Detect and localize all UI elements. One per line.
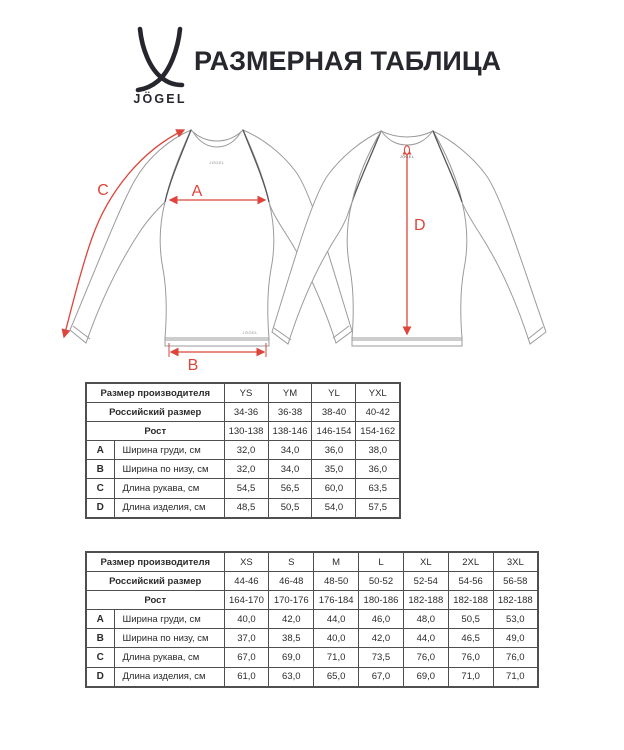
measurement-diagram (0, 112, 624, 380)
measure-value-cell: 42,0 (269, 610, 314, 629)
measure-name-cell: Длина рукава, см (114, 648, 224, 667)
front-chest-logo-text: JÖGEL (209, 160, 225, 165)
header-row (86, 422, 400, 441)
measure-value-cell: 49,0 (493, 629, 538, 648)
size-value-cell: 3XL (493, 552, 538, 572)
size-value-cell: 2XL (448, 552, 493, 572)
measure-value-cell: 46,0 (359, 610, 404, 629)
measure-value-cell: 50,5 (448, 610, 493, 629)
sleeve-length-label: C (97, 182, 109, 199)
measure-value-cell: 71,0 (493, 667, 538, 687)
measure-letter-cell: B (86, 629, 114, 648)
measure-value-cell: 32,0 (224, 441, 268, 460)
size-value-cell: 182-188 (403, 591, 448, 610)
size-value-cell: 36-38 (268, 403, 312, 422)
size-value-cell: 180-186 (359, 591, 404, 610)
size-value-cell: YS (224, 383, 268, 403)
header-label-cell: Российский размер (86, 403, 224, 422)
measure-letter-cell: C (86, 648, 114, 667)
measure-value-cell: 46,5 (448, 629, 493, 648)
measure-value-cell: 38,0 (356, 441, 400, 460)
size-value-cell: 52-54 (403, 572, 448, 591)
measure-letter-cell: B (86, 460, 114, 479)
back-collar-logo-text: JÖGEL (399, 155, 415, 159)
header-label-cell: Размер производителя (86, 552, 224, 572)
size-value-cell: YXL (356, 383, 400, 403)
measure-value-cell: 56,5 (268, 479, 312, 498)
measure-value-cell: 42,0 (359, 629, 404, 648)
measure-value-cell: 63,0 (269, 667, 314, 687)
measure-name-cell: Длина рукава, см (114, 479, 224, 498)
brand-wordmark: JÖGEL (133, 92, 187, 106)
measure-value-cell: 67,0 (224, 648, 269, 667)
measure-value-cell: 40,0 (314, 629, 359, 648)
measure-value-cell: 38,5 (269, 629, 314, 648)
size-value-cell: M (314, 552, 359, 572)
measure-value-cell: 44,0 (314, 610, 359, 629)
size-value-cell: 46-48 (269, 572, 314, 591)
size-value-cell: L (359, 552, 404, 572)
measure-value-cell: 35,0 (312, 460, 356, 479)
header-row (86, 383, 400, 403)
measure-name-cell: Ширина по низу, см (114, 460, 224, 479)
measure-row (86, 629, 538, 648)
measure-value-cell: 76,0 (403, 648, 448, 667)
measure-value-cell: 36,0 (312, 441, 356, 460)
measure-name-cell: Ширина груди, см (114, 441, 224, 460)
measure-value-cell: 61,0 (224, 667, 269, 687)
measure-value-cell: 34,0 (268, 441, 312, 460)
measure-value-cell: 71,0 (448, 667, 493, 687)
size-value-cell: YL (312, 383, 356, 403)
measure-value-cell: 69,0 (403, 667, 448, 687)
measure-row (86, 667, 538, 687)
measure-row (86, 610, 538, 629)
measure-value-cell: 40,0 (224, 610, 269, 629)
size-value-cell: 54-56 (448, 572, 493, 591)
header-row (86, 403, 400, 422)
measure-row (86, 441, 400, 460)
garment-length-top-marker (404, 146, 409, 154)
size-value-cell: 182-188 (448, 591, 493, 610)
size-value-cell: 56-58 (493, 572, 538, 591)
header-row (86, 572, 538, 591)
measure-value-cell: 76,0 (493, 648, 538, 667)
garment-length-label: D (414, 217, 426, 234)
measure-value-cell: 73,5 (359, 648, 404, 667)
front-hem-band (165, 338, 269, 346)
measure-letter-cell: D (86, 498, 114, 518)
measure-row (86, 498, 400, 518)
bottom-width-label: B (187, 357, 199, 374)
size-value-cell: 164-170 (224, 591, 269, 610)
front-hem-logo-text: JÖGEL (242, 330, 258, 335)
size-value-cell: S (269, 552, 314, 572)
measure-value-cell: 48,0 (403, 610, 448, 629)
size-value-cell: 130-138 (224, 422, 268, 441)
size-value-cell: 44-46 (224, 572, 269, 591)
header-label-cell: Российский размер (86, 572, 224, 591)
measure-letter-cell: A (86, 441, 114, 460)
measure-value-cell: 60,0 (312, 479, 356, 498)
measure-name-cell: Длина изделия, см (114, 498, 224, 518)
size-value-cell: 40-42 (356, 403, 400, 422)
measure-row (86, 479, 400, 498)
size-value-cell: 182-188 (493, 591, 538, 610)
header-label-cell: Рост (86, 422, 224, 441)
logo-right-arm (138, 29, 180, 90)
size-value-cell: XL (403, 552, 448, 572)
measure-value-cell: 44,0 (403, 629, 448, 648)
size-value-cell: 50-52 (359, 572, 404, 591)
measure-name-cell: Ширина груди, см (114, 610, 224, 629)
back-hem-band (352, 338, 462, 346)
measure-value-cell: 69,0 (269, 648, 314, 667)
measure-value-cell: 37,0 (224, 629, 269, 648)
size-value-cell: YM (268, 383, 312, 403)
size-value-cell: 170-176 (269, 591, 314, 610)
size-value-cell: 176-184 (314, 591, 359, 610)
youth-size-table (85, 382, 401, 519)
header-row (86, 591, 538, 610)
shirt-back-view (272, 131, 546, 346)
page-title: РАЗМЕРНАЯ ТАБЛИЦА (194, 46, 502, 76)
measure-value-cell: 32,0 (224, 460, 268, 479)
size-value-cell: 48-50 (314, 572, 359, 591)
size-value-cell: 38-40 (312, 403, 356, 422)
measure-letter-cell: A (86, 610, 114, 629)
measure-row (86, 648, 538, 667)
size-value-cell: 34-36 (224, 403, 268, 422)
size-value-cell: 138-146 (268, 422, 312, 441)
measure-value-cell: 53,0 (493, 610, 538, 629)
measure-letter-cell: C (86, 479, 114, 498)
measure-value-cell: 67,0 (359, 667, 404, 687)
measure-letter-cell: D (86, 667, 114, 687)
size-value-cell: XS (224, 552, 269, 572)
measure-value-cell: 54,0 (312, 498, 356, 518)
measure-value-cell: 76,0 (448, 648, 493, 667)
header-label-cell: Рост (86, 591, 224, 610)
measure-value-cell: 50,5 (268, 498, 312, 518)
size-value-cell: 154-162 (356, 422, 400, 441)
measure-value-cell: 34,0 (268, 460, 312, 479)
measure-value-cell: 57,5 (356, 498, 400, 518)
measure-value-cell: 36,0 (356, 460, 400, 479)
chest-width-label: A (191, 183, 203, 200)
header-row (86, 552, 538, 572)
measure-name-cell: Длина изделия, см (114, 667, 224, 687)
measure-value-cell: 48,5 (224, 498, 268, 518)
measure-value-cell: 71,0 (314, 648, 359, 667)
measure-row (86, 460, 400, 479)
measure-value-cell: 65,0 (314, 667, 359, 687)
header-label-cell: Размер производителя (86, 383, 224, 403)
measure-name-cell: Ширина по низу, см (114, 629, 224, 648)
size-value-cell: 146-154 (312, 422, 356, 441)
measure-value-cell: 63,5 (356, 479, 400, 498)
adult-size-table (85, 551, 539, 688)
measure-value-cell: 54,5 (224, 479, 268, 498)
